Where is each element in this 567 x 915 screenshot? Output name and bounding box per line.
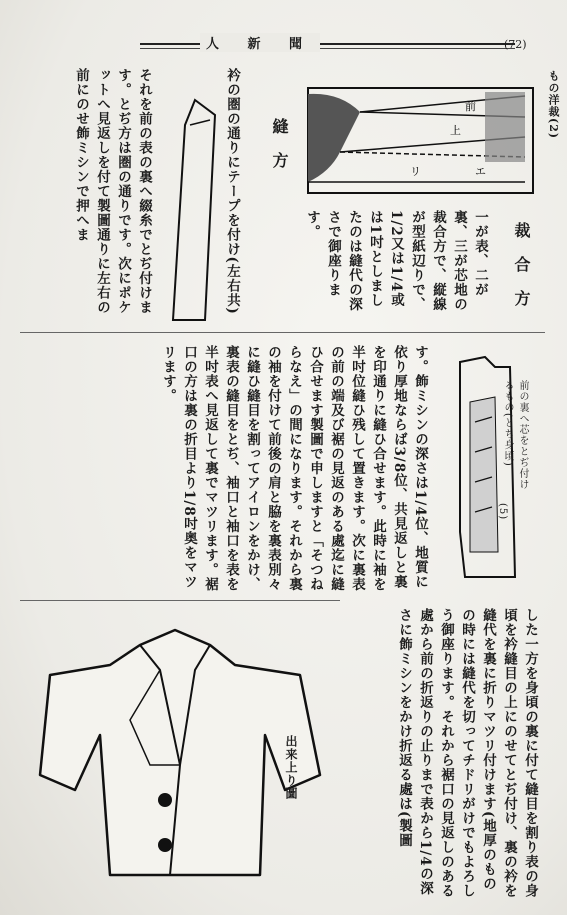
page-number: (72) xyxy=(504,38,527,51)
header-rule xyxy=(140,43,515,45)
sewing-heading: 縫方 xyxy=(270,118,289,186)
front-text: それを前の表の裏へ綴糸でとぢ付けます。とぢ方は圏の通りです。次にポケットへ見返しを付て製圖通りに左右の前にのせ飾ミシンで押へま xyxy=(73,68,152,315)
front-facing-note-number: (5) xyxy=(497,503,508,521)
lower-divider xyxy=(20,600,340,601)
pattern-label-back: リ xyxy=(410,165,421,178)
right-bottom-text: した一方を身頃の裏に付て縫目を割り表の身頃を衿縫目の上にのせてとぢ付け、裏の衿を縫代を裏に折りマツリ付けます(地厚のものの時には縫代を切ってチドリがけでもよろしう御座ります。それから裾口の見返しのある處から前の折返りの止りまで表から1/4の深さに飾ミシンをかけ折返る處は(製圖 xyxy=(396,608,538,898)
pattern-label-upper: 上 xyxy=(450,124,461,137)
front-facing-note: 前の裏へ芯をとぢ付けるもの(とち身頃) xyxy=(502,380,528,490)
pattern-label-sleeve: エ xyxy=(475,165,486,178)
cutting-text: 一が表、二が裏、三が芯地の裁合方で、縦線が型紙辺りで、1/2又は1/4或は1吋としましたのは縫代の深さで御座ります。 xyxy=(304,210,488,312)
pattern-label-front: 前 xyxy=(465,100,476,113)
finished-caption: 出来上り圖 xyxy=(284,735,298,800)
section-divider xyxy=(20,332,545,333)
collar-tape-diagram xyxy=(165,95,220,325)
middle-text: す。飾ミシンの深さは1/4位、地質に依り厚地ならば3/8位、共見返しと裏を印通りに縫ひ合せます。此時に袖を半吋位縫ひ残して置きます。次に裏表の前の端及び裾の見返のある處迄に縫ひ合せます製圖で申しますと「そつねらなえ」の間になります。それから裏の袖を付けて前後の肩と脇を裏表別々に縫ひ縫目を割ってアイロンをかけ、裏表の縫目をとぢ、袖口と袖口を表を半吋表へ見返して裏でマツリます。裾口の方は裏の折目より1/8吋奥をマツリます。 xyxy=(160,345,428,592)
collar-caption: 衿の圏の通りにテープを付け(左右共) xyxy=(224,68,240,315)
pattern-diagram xyxy=(300,82,540,202)
cutting-heading: 裁合方 xyxy=(512,222,531,324)
header-rule-thin xyxy=(140,48,515,49)
header-title: 人 新 聞 xyxy=(200,33,320,52)
side-tab: もの洋裁(2) xyxy=(547,70,560,140)
